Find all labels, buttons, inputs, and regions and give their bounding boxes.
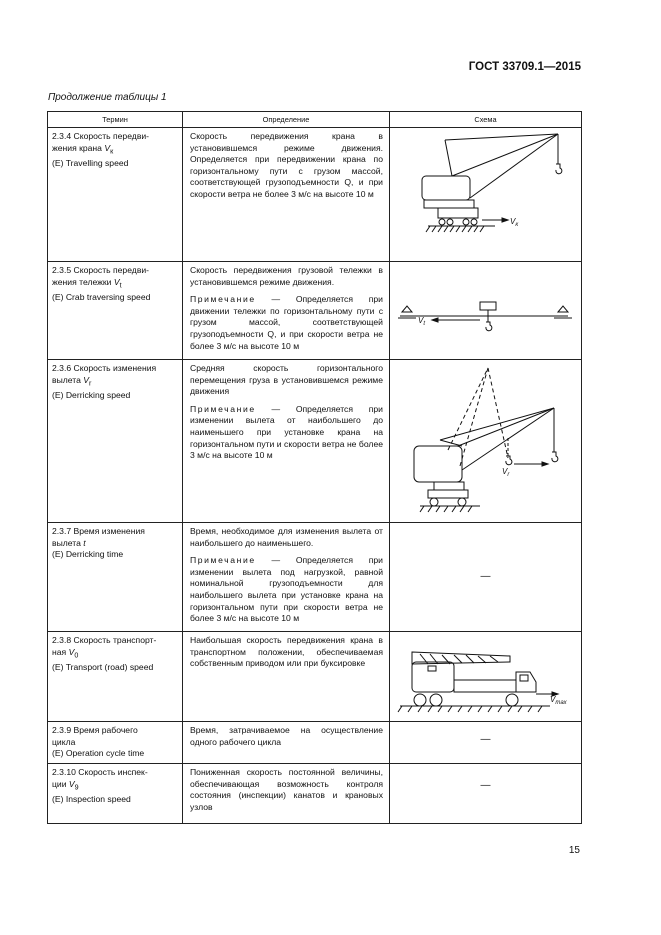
crab-traverse-diagram — [390, 262, 580, 358]
definition-text: Скорость передвижения грузовой тележки в установившемся режиме движения. — [190, 265, 383, 287]
term-en: (E) Transport (road) speed — [52, 661, 154, 672]
wheel-icon — [430, 694, 442, 706]
term-en: (E) Travelling speed — [52, 157, 129, 168]
term-en: (E) Crab traversing speed — [52, 291, 151, 302]
term-ru: 2.3.9 Время рабочего цикла — [52, 725, 138, 747]
hook-icon — [556, 164, 562, 174]
wheel-icon — [414, 694, 426, 706]
wheel-icon — [447, 219, 453, 225]
no-scheme-dash: — — [480, 571, 491, 582]
crane-travel-diagram — [390, 128, 580, 260]
term-en: (E) Operation cycle time — [52, 748, 145, 759]
table-row — [48, 360, 582, 523]
definition-cell — [183, 128, 390, 262]
term-ru: 2.3.4 Скорость передви- жения крана $V_к$ — [52, 131, 150, 156]
table-continuation-caption: Продолжение таблицы 1 — [48, 92, 167, 103]
definition-text: Наибольшая скорость передвижения крана в транспортном положении, обеспечиваемая собственным приводом или при буксировке — [190, 635, 383, 669]
definition-text: Время, необходимое для изменения вылета от наибольшего до наименьшего. — [190, 526, 383, 548]
wheel-icon — [458, 498, 466, 506]
table-header-row — [48, 112, 582, 128]
term-ru: 2.3.7 Время изменения вылета t — [52, 526, 145, 548]
velocity-label: $V_к$ — [510, 217, 519, 228]
table-row — [48, 262, 582, 360]
support-left-icon — [402, 306, 412, 312]
no-scheme-dash: — — [480, 734, 491, 745]
definition-note: Примечание — Определяется при движении тележки по горизонтальному пути с грузом массой, соответствующей грузоподъемности Q, и при скорости ветра не более 3 м/с на высоте 10 м — [190, 294, 383, 351]
wheel-icon — [430, 498, 438, 506]
document-code: ГОСТ 33709.1—2015 — [468, 61, 581, 73]
term-ru: 2.3.6 Скорость изменения вылета $V_r$ — [52, 363, 157, 388]
truck-crane-diagram — [390, 632, 580, 720]
crane-boom-lower — [470, 134, 558, 198]
support-right-icon — [558, 306, 568, 312]
ground-hatch — [426, 226, 484, 232]
term-cell — [48, 128, 183, 262]
crane-turntable — [424, 200, 474, 208]
crane-cab — [414, 446, 462, 482]
scheme-cell — [390, 523, 582, 632]
definition-text: Время, затрачиваемое на осуществление одного рабочего цикла — [190, 725, 383, 747]
definition-cell — [183, 360, 390, 523]
arrow-head-icon — [502, 218, 508, 222]
cab-window — [428, 666, 436, 671]
hook-icon — [486, 322, 492, 331]
wheel-icon — [471, 219, 477, 225]
wheel-icon — [463, 219, 469, 225]
scheme-cell — [390, 722, 582, 764]
term-cell — [48, 360, 183, 523]
boom-pendant — [440, 408, 554, 440]
definition-note: Примечание — Определяется при изменении вылета от наибольшего до наименьшего при установке крана на горизонтальном пути и скорости ветра не более 3 м/с на высоте 10 м — [190, 403, 383, 461]
term-cell — [48, 764, 183, 824]
crane-pendant — [445, 134, 558, 140]
definition-cell — [183, 632, 390, 722]
hook-alt-icon — [506, 456, 512, 465]
table-row — [48, 722, 582, 764]
term-ru: 2.3.8 Скорость транспорт- ная $V_0$ — [52, 635, 157, 660]
definition-cell — [183, 523, 390, 632]
definition-text: Средняя скорость горизонтального перемещения груза в установившемся режиме движения — [190, 363, 383, 397]
definition-cell — [183, 262, 390, 360]
hoist-rope-max — [488, 368, 508, 458]
arrow-head-icon — [432, 318, 438, 322]
scheme-cell — [390, 360, 582, 523]
hook-icon — [552, 452, 558, 462]
truck-chassis — [454, 680, 516, 692]
table-row — [48, 632, 582, 722]
wheel-icon — [506, 694, 518, 706]
scheme-cell — [390, 128, 582, 262]
arrow-head-icon — [542, 462, 548, 466]
crane-cab — [422, 176, 470, 200]
term-cell — [48, 722, 183, 764]
cabin-window — [520, 675, 528, 681]
term-ru: 2.3.5 Скорость передви- жения тележки $V_t$ — [52, 265, 150, 290]
crab-trolley — [480, 302, 496, 310]
crane-portal — [438, 208, 478, 218]
term-en: (E) Derricking time — [52, 549, 124, 560]
wheel-icon — [439, 219, 445, 225]
table-row — [48, 764, 582, 824]
velocity-label: $V_t$ — [418, 316, 426, 327]
crane-mast — [445, 140, 452, 176]
definition-cell — [183, 764, 390, 824]
column-header-scheme: Схема — [390, 112, 582, 128]
term-cell — [48, 632, 183, 722]
definition-cell — [183, 722, 390, 764]
definition-text: Пониженная скорость постоянной величины, обеспечивающая возможность контроля состояния (инспекции) канатов и крановых узлов — [190, 767, 383, 812]
column-header-term: Термин — [48, 112, 183, 128]
table-row — [48, 523, 582, 632]
term-ru: 2.3.10 Скорость инспек- ции $V_9$ — [52, 767, 148, 792]
crane-boom-upper — [452, 134, 558, 176]
table-row — [48, 128, 582, 262]
column-header-definition: Определение — [183, 112, 390, 128]
definition-text: Скорость передвижения крана в установившемся режиме движения. Определяется при передвижении крана по горизонтальному пути с грузом массой, соответствующей грузоподъемности Q, и при скорости ветра не более 3 м/с на высоте 10 м — [190, 131, 383, 199]
crane-turntable — [434, 482, 464, 490]
scheme-cell — [390, 632, 582, 722]
ground-hatch — [420, 506, 472, 512]
crane-derrick-diagram — [390, 360, 580, 521]
velocity-label: $V_r$ — [502, 467, 510, 478]
term-cell — [48, 262, 183, 360]
terms-table — [47, 111, 582, 824]
velocity-label: $V_{max}$ — [550, 695, 567, 706]
term-cell — [48, 523, 183, 632]
no-scheme-dash: — — [480, 780, 491, 791]
definition-note: Примечание — Определяется при изменении вылета под нагрузкой, равной номинальной грузоподъемности для наибольшего вылета при установке крана на горизонтальном пути при скорости ветра не более 3 м/с на высоте 10 м — [190, 555, 383, 624]
page-number: 15 — [568, 845, 580, 856]
scheme-cell — [390, 262, 582, 360]
ground-hatch — [398, 706, 542, 712]
scheme-cell — [390, 764, 582, 824]
term-en: (E) Inspection speed — [52, 793, 131, 804]
term-en: (E) Derricking speed — [52, 389, 131, 400]
crane-portal — [428, 490, 468, 498]
